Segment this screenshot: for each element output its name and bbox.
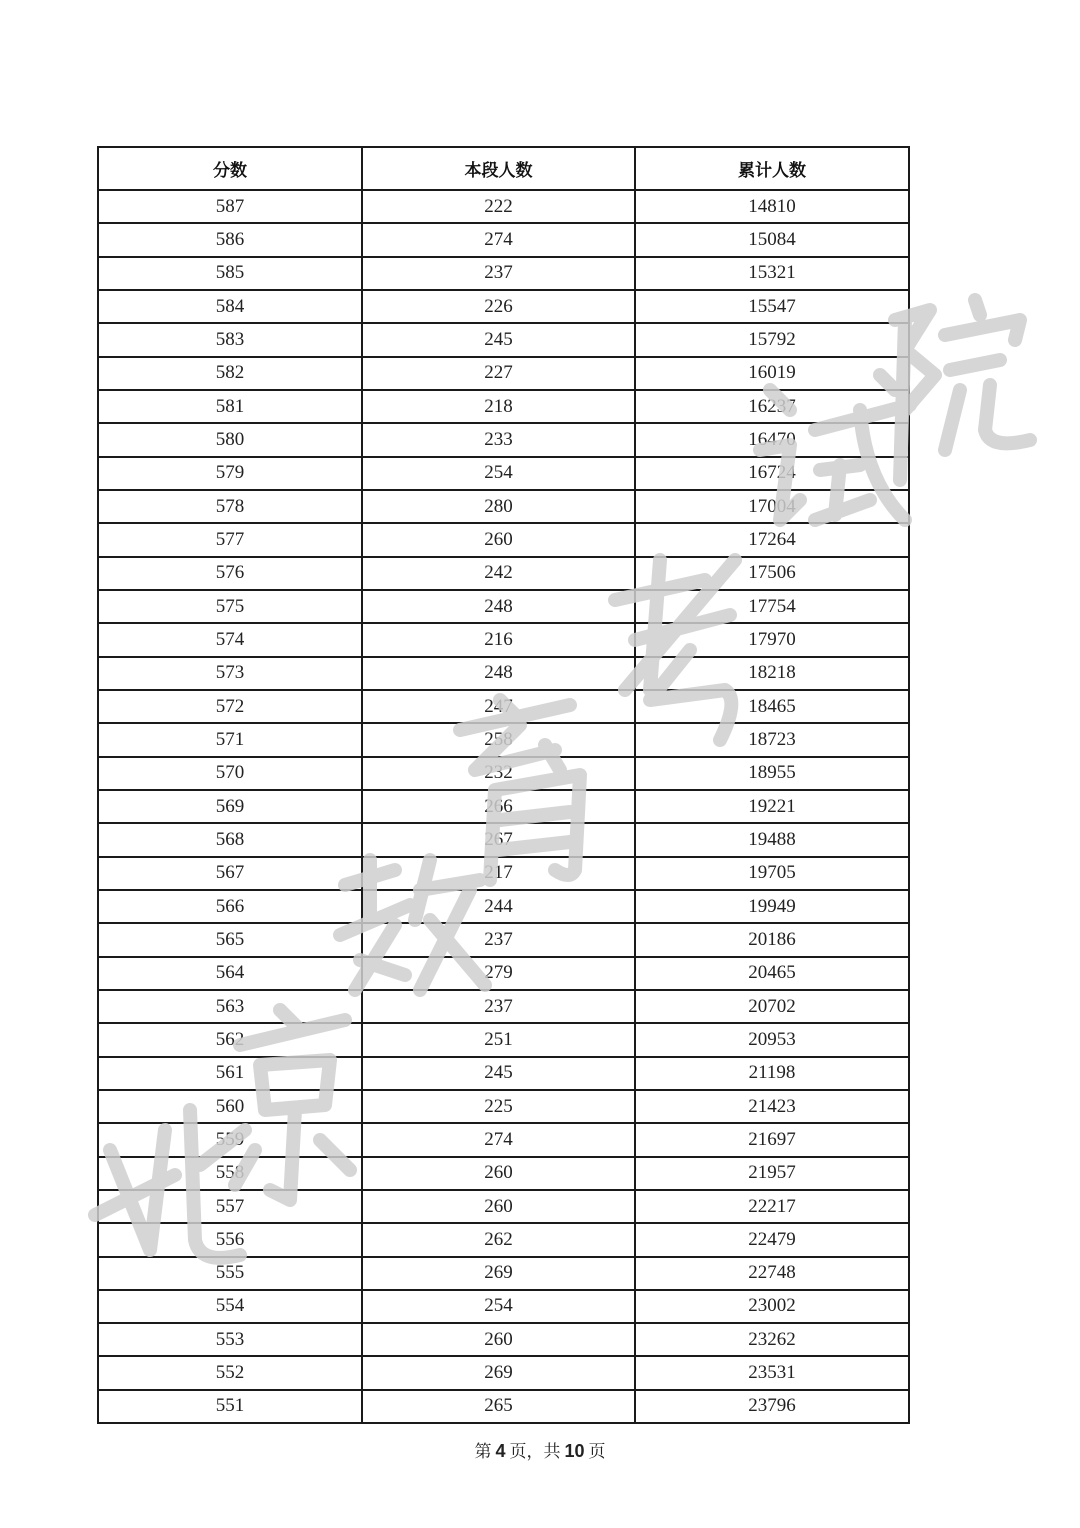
cell-cumulative-count: 21198 (635, 1057, 909, 1090)
cell-score: 580 (98, 423, 362, 456)
cell-cumulative-count: 20702 (635, 990, 909, 1023)
cell-cumulative-count: 22217 (635, 1190, 909, 1223)
cell-segment-count: 279 (362, 957, 635, 990)
cell-cumulative-count: 17004 (635, 490, 909, 523)
table-row (98, 257, 909, 290)
footer-total-pages: 10 (564, 1441, 585, 1461)
footer-current-page: 4 (495, 1441, 506, 1461)
cell-cumulative-count: 17754 (635, 590, 909, 623)
cell-cumulative-count: 17264 (635, 523, 909, 556)
cell-segment-count: 265 (362, 1390, 635, 1423)
cell-cumulative-count: 19221 (635, 790, 909, 823)
cell-cumulative-count: 23002 (635, 1290, 909, 1323)
table-row (98, 757, 909, 790)
table-row (98, 590, 909, 623)
cell-score: 558 (98, 1157, 362, 1190)
cell-score: 578 (98, 490, 362, 523)
cell-segment-count: 217 (362, 857, 635, 890)
cell-segment-count: 237 (362, 923, 635, 956)
header-cumulative-count: 累计人数 (635, 147, 909, 190)
cell-cumulative-count: 15547 (635, 290, 909, 323)
cell-segment-count: 260 (362, 1190, 635, 1223)
table-row (98, 457, 909, 490)
table-row (98, 1190, 909, 1223)
cell-segment-count: 227 (362, 357, 635, 390)
cell-score: 552 (98, 1356, 362, 1389)
table-row (98, 857, 909, 890)
cell-segment-count: 248 (362, 657, 635, 690)
cell-cumulative-count: 23262 (635, 1323, 909, 1356)
table-row (98, 1157, 909, 1190)
cell-segment-count: 242 (362, 557, 635, 590)
cell-segment-count: 245 (362, 1057, 635, 1090)
cell-segment-count: 237 (362, 257, 635, 290)
cell-cumulative-count: 20186 (635, 923, 909, 956)
table-row (98, 490, 909, 523)
cell-score: 577 (98, 523, 362, 556)
cell-cumulative-count: 18955 (635, 757, 909, 790)
cell-cumulative-count: 19949 (635, 890, 909, 923)
cell-segment-count: 226 (362, 290, 635, 323)
cell-segment-count: 269 (362, 1356, 635, 1389)
cell-score: 556 (98, 1223, 362, 1256)
cell-segment-count: 269 (362, 1257, 635, 1290)
table-row (98, 657, 909, 690)
cell-cumulative-count: 18218 (635, 657, 909, 690)
cell-segment-count: 216 (362, 623, 635, 656)
cell-score: 583 (98, 323, 362, 356)
cell-segment-count: 248 (362, 590, 635, 623)
table-row (98, 557, 909, 590)
cell-segment-count: 274 (362, 223, 635, 256)
cell-score: 562 (98, 1023, 362, 1056)
cell-score: 571 (98, 723, 362, 756)
cell-cumulative-count: 14810 (635, 190, 909, 223)
cell-score: 564 (98, 957, 362, 990)
footer-prefix: 第 (474, 1442, 492, 1462)
cell-score: 566 (98, 890, 362, 923)
cell-segment-count: 232 (362, 757, 635, 790)
table-row (98, 1257, 909, 1290)
cell-score: 553 (98, 1323, 362, 1356)
cell-score: 587 (98, 190, 362, 223)
cell-cumulative-count: 19705 (635, 857, 909, 890)
cell-cumulative-count: 23531 (635, 1356, 909, 1389)
cell-score: 569 (98, 790, 362, 823)
table-row (98, 423, 909, 456)
table-row (98, 323, 909, 356)
table-row (98, 357, 909, 390)
table-row (98, 690, 909, 723)
cell-cumulative-count: 17506 (635, 557, 909, 590)
cell-segment-count: 222 (362, 190, 635, 223)
cell-segment-count: 244 (362, 890, 635, 923)
cell-cumulative-count: 22748 (635, 1257, 909, 1290)
cell-segment-count: 280 (362, 490, 635, 523)
cell-segment-count: 247 (362, 690, 635, 723)
footer-middle: 页，共 (509, 1442, 561, 1462)
table-row (98, 723, 909, 756)
cell-segment-count: 260 (362, 1323, 635, 1356)
cell-segment-count: 237 (362, 990, 635, 1023)
table-row (98, 823, 909, 856)
cell-score: 557 (98, 1190, 362, 1223)
cell-segment-count: 266 (362, 790, 635, 823)
cell-cumulative-count: 21697 (635, 1123, 909, 1156)
cell-cumulative-count: 18723 (635, 723, 909, 756)
table-row (98, 1223, 909, 1256)
cell-segment-count: 260 (362, 523, 635, 556)
cell-cumulative-count: 16237 (635, 390, 909, 423)
table-row (98, 1023, 909, 1056)
cell-score: 581 (98, 390, 362, 423)
score-distribution-table (97, 146, 910, 1424)
cell-cumulative-count: 15084 (635, 223, 909, 256)
cell-cumulative-count: 20465 (635, 957, 909, 990)
cell-segment-count: 225 (362, 1090, 635, 1123)
table-row (98, 990, 909, 1023)
cell-score: 575 (98, 590, 362, 623)
table-row (98, 957, 909, 990)
cell-cumulative-count: 23796 (635, 1390, 909, 1423)
cell-score: 555 (98, 1257, 362, 1290)
cell-score: 565 (98, 923, 362, 956)
cell-cumulative-count: 21957 (635, 1157, 909, 1190)
table-header-row (98, 147, 909, 190)
cell-score: 560 (98, 1090, 362, 1123)
cell-score: 574 (98, 623, 362, 656)
cell-score: 554 (98, 1290, 362, 1323)
cell-segment-count: 254 (362, 1290, 635, 1323)
cell-segment-count: 245 (362, 323, 635, 356)
cell-cumulative-count: 15792 (635, 323, 909, 356)
cell-segment-count: 262 (362, 1223, 635, 1256)
cell-score: 559 (98, 1123, 362, 1156)
cell-cumulative-count: 16724 (635, 457, 909, 490)
cell-score: 563 (98, 990, 362, 1023)
cell-segment-count: 233 (362, 423, 635, 456)
footer-suffix: 页 (588, 1442, 606, 1462)
table-row (98, 1090, 909, 1123)
cell-cumulative-count: 19488 (635, 823, 909, 856)
cell-score: 573 (98, 657, 362, 690)
cell-score: 568 (98, 823, 362, 856)
cell-score: 570 (98, 757, 362, 790)
cell-cumulative-count: 22479 (635, 1223, 909, 1256)
cell-segment-count: 260 (362, 1157, 635, 1190)
cell-cumulative-count: 20953 (635, 1023, 909, 1056)
header-segment-count: 本段人数 (362, 147, 635, 190)
cell-segment-count: 274 (362, 1123, 635, 1156)
cell-score: 585 (98, 257, 362, 290)
table-row (98, 523, 909, 556)
page-footer (0, 1437, 1080, 1462)
cell-score: 567 (98, 857, 362, 890)
table-row (98, 390, 909, 423)
cell-segment-count: 218 (362, 390, 635, 423)
header-score: 分数 (98, 147, 362, 190)
cell-cumulative-count: 16019 (635, 357, 909, 390)
cell-score: 586 (98, 223, 362, 256)
cell-segment-count: 267 (362, 823, 635, 856)
cell-score: 579 (98, 457, 362, 490)
cell-cumulative-count: 17970 (635, 623, 909, 656)
cell-cumulative-count: 21423 (635, 1090, 909, 1123)
cell-score: 551 (98, 1390, 362, 1423)
table-row (98, 923, 909, 956)
cell-score: 576 (98, 557, 362, 590)
cell-cumulative-count: 18465 (635, 690, 909, 723)
cell-cumulative-count: 16470 (635, 423, 909, 456)
table-row (98, 1323, 909, 1356)
cell-score: 584 (98, 290, 362, 323)
cell-segment-count: 254 (362, 457, 635, 490)
table-body (98, 190, 909, 1423)
cell-segment-count: 251 (362, 1023, 635, 1056)
cell-score: 582 (98, 357, 362, 390)
table-row (98, 1390, 909, 1423)
cell-segment-count: 258 (362, 723, 635, 756)
table-row (98, 1356, 909, 1389)
table-row (98, 790, 909, 823)
cell-cumulative-count: 15321 (635, 257, 909, 290)
cell-score: 572 (98, 690, 362, 723)
table-row (98, 1123, 909, 1156)
cell-score: 561 (98, 1057, 362, 1090)
table-row (98, 1057, 909, 1090)
table-row (98, 290, 909, 323)
table-row (98, 190, 909, 223)
table-row (98, 623, 909, 656)
table-row (98, 223, 909, 256)
table-row (98, 1290, 909, 1323)
table-row (98, 890, 909, 923)
